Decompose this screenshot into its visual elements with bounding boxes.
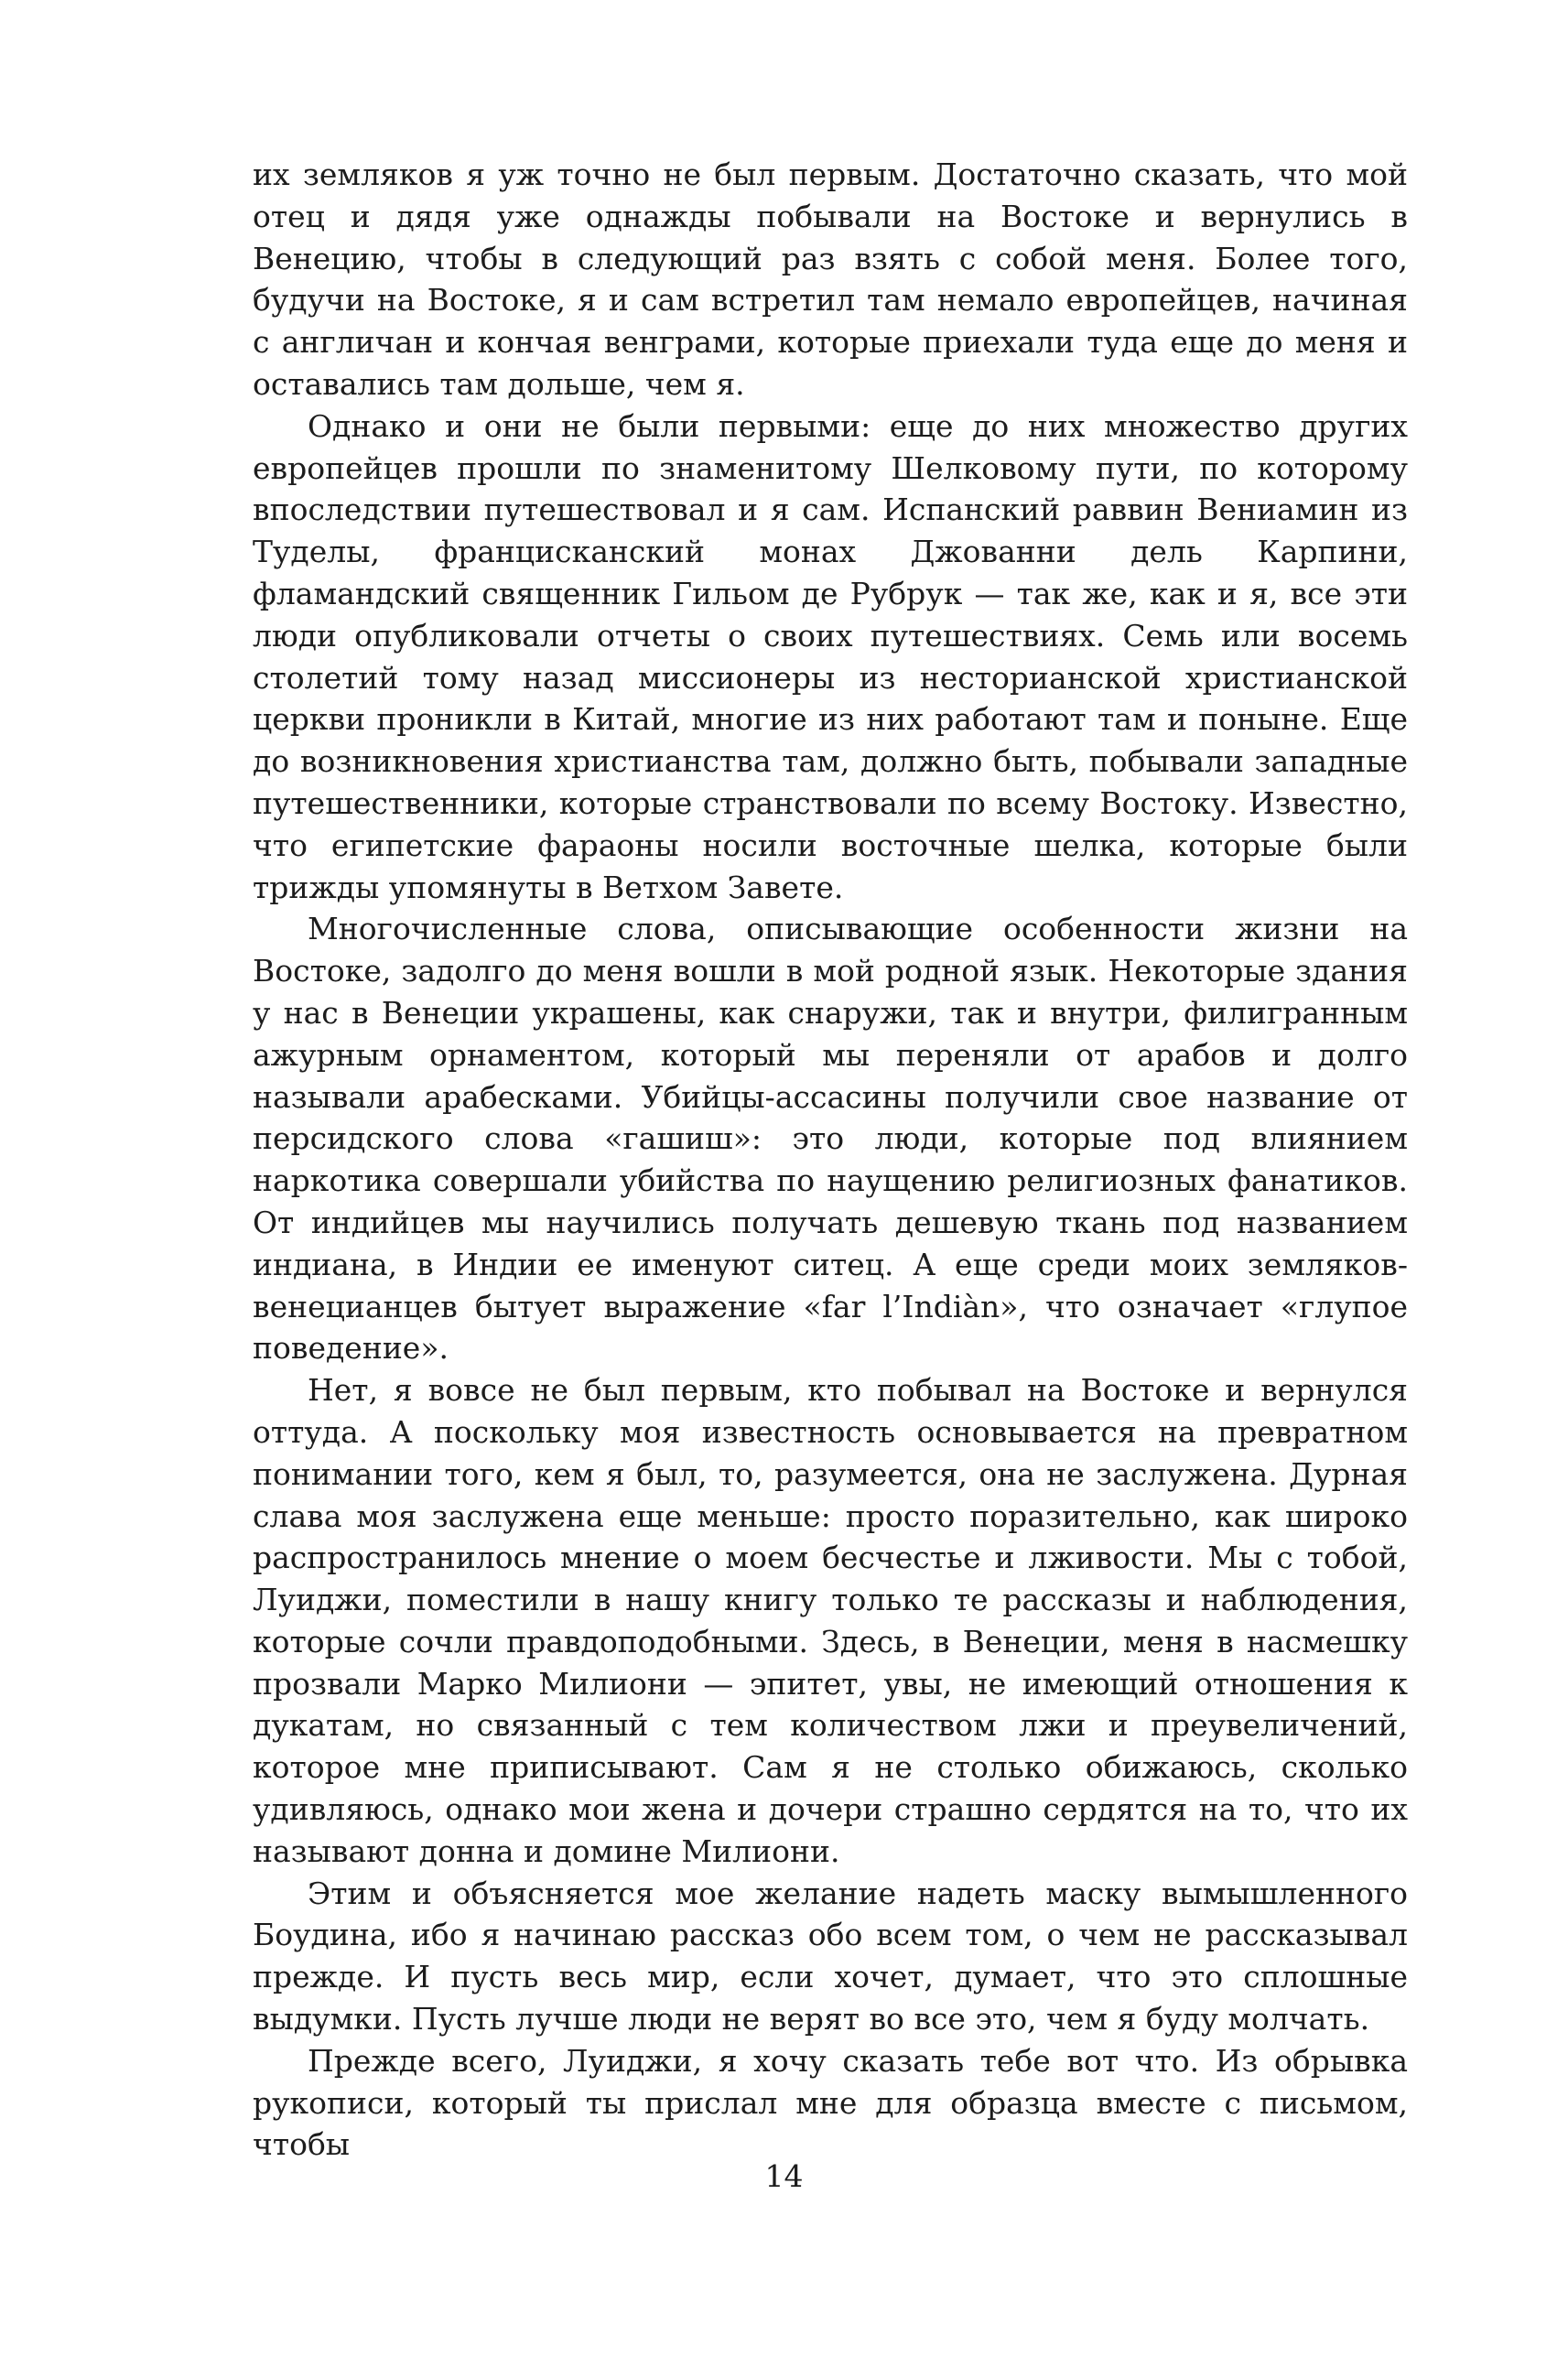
paragraph-4: Нет, я вовсе не был первым, кто побывал на Востоке и вернулся оттуда. А поскольку моя известность основывается на превратном понимании того, кем я был, то, разумеется, она не заслужена. Дурная слава моя заслужена еще меньше: просто поразительно, как широко распространилось мнение о моем бесчестье и лживости. Мы с тобой, Луиджи, поместили в нашу книгу только те рассказы и наблюдения, которые сочли правдоподобными. Здесь, в Венеции, меня в насмешку прозвали Марко Милиони — эпитет, увы, не имеющий отношения к дукатам, но связанный с тем количеством лжи и преувеличений, которое мне приписывают. Сам я не столько обижаюсь, сколько удивляюсь, однако мои жена и дочери страшно сердятся на то, что их называют донна и домине Милиони.: [253, 1372, 1408, 1869]
paragraph-6: Прежде всего, Луиджи, я хочу сказать тебе вот что. Из обрывка рукописи, который ты прислал мне для образца вместе с письмом, чтобы: [253, 2042, 1408, 2163]
paragraph-2: Однако и они не были первыми: еще до них множество других европейцев прошли по знаменитому Шелковому пути, по которому впоследствии путешествовал и я сам. Испанский раввин Вениамин из Туделы, францисканский монах Джованни дель Карпини, фламандский священник Гильом де Рубрук — так же, как и я, все эти люди опубликовали отчеты о своих путешествиях. Семь или восемь столетий тому назад миссионеры из несторианской христианской церкви проникли в Китай, многие из них работают там и поныне. Еще до возникновения христианства там, должно быть, побывали западные путешественники, которые странствовали по всему Востоку. Известно, что египетские фараоны носили восточные шелка, которые были трижды упомянуты в Ветхом Завете.: [253, 407, 1408, 905]
paragraph-3: Многочисленные слова, описывающие особенности жизни на Востоке, задолго до меня вошли в мой родной язык. Некоторые здания у нас в Венеции украшены, как снаружи, так и внутри, филигранным ажурным орнаментом, который мы переняли от арабов и долго называли арабесками. Убийцы-ассасины получили свое название от персидского слова «гашиш»: это люди, которые под влиянием наркотика совершали убийства по наущению религиозных фанатиков. От индийцев мы научились получать дешевую ткань под названием индиана, в Индии ее именуют ситец. А еще среди моих земляков-венецианцев бытует выражение «far l’Indiàn», что означает «глупое поведение».: [253, 911, 1408, 1367]
paragraph-5: Этим и объясняется мое желание надеть маску вымышленного Боудина, ибо я начинаю рассказ обо всем том, о чем не рассказывал прежде. И пусть весь мир, если хочет, думает, что это сплошные выдумки. Пусть лучше люди не верят во все это, чем я буду молчать.: [253, 1875, 1408, 2038]
page-number: 14: [764, 2158, 804, 2194]
body-text: [253, 154, 1408, 2166]
paragraph-1: их земляков я уж точно не был первым. Достаточно сказать, что мой отец и дядя уже однажды побывали на Востоке и вернулись в Венецию, чтобы в следующий раз взять с собой меня. Более того, будучи на Востоке, я и сам встретил там немало европейцев, начиная с англичан и кончая венграми, которые приехали туда еще до меня и оставались там дольше, чем я.: [253, 157, 1408, 402]
